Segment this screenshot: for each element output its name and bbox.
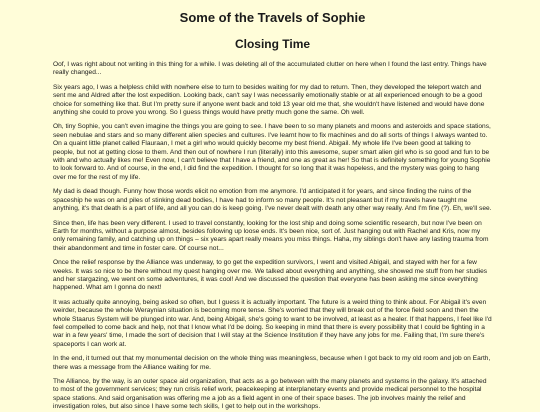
story-paragraph: Since then, life has been very different. I used to travel constantly, looking for the lost ship and doing some scientific research, but now I've been on Earth for months, without a purpose almost, besides following up loose ends. It's been nice, sort of. Just hanging out with Rachel and Kris, now my only remaining family, and catching up on things – six years apart really means you miss things. Haha, my siblings don't have any lasting trauma from their abandonment and time in foster care. Of course not... — [53, 219, 489, 252]
story-paragraph: In the end, it turned out that my monumental decision on the whole thing was meaningless, because when I got back to my old room and job on Earth, there was a message from the Alliance waiting for me. — [53, 355, 491, 371]
story-body — [53, 61, 492, 412]
site-title: Some of the Travels of Sophie — [179, 10, 366, 25]
story-paragraph: It was actually quite annoying, being asked so often, but I guess it is actually important. The future is a weird thing to think about. For Abigail it's even weirder, because the whole Weraynian situation is becoming more tense. She's worried that they will break out of the force field soon and then the whole Staarus System will be plunged into war. And, being Abigail, she's going to want to be involved, at least as a healer. If that happens, I feel like I'd feel compelled to come back and help, not that I know what I'd be doing. So keeping in mind that there is every possibility that I could be fighting in a war in a few years' time, I made the sort of decision that I will stay at the Science Institution if they have any jobs for me. Failing that, I'm sure there's spaceports I can work at. — [53, 298, 492, 348]
story-paragraph: My dad is dead though. Funny how those words elicit no emotion from me anymore. I'd anticipated it for years, and since finding the ruins of the spaceship he was on and piles of stinking dead bodies, I have had to inform so many people. It's not pleasant but if my travels have taught me anything, it's that death is a part of life, and all you can do is keep going. I've never dealt with death any other way really. And I'm fine (?). Eh, we'll see. — [53, 188, 492, 213]
story-paragraph: Oof, I was right about not writing in this thing for a while. I was deleting all of the accumulated clutter on here when I found the last entry. Things have really changed... — [53, 61, 487, 77]
chapter-title: Closing Time — [234, 37, 311, 51]
story-paragraph: Oh, tiny Sophie, you can't even imagine the things you are going to see. I have been to so many planets and moons and asteroids and space stations, seen nebulae and stars and so many different alien species and cultures. I've learnt how to fix machines and do all sorts of things I always wanted to. On a quaint little planet called Flauraan, I met a girl who would quickly become my best friend. Abigail. My whole life I've been good at talking to people, but not at getting close to them. And then out of nowhere I run (literally) into this awesome, super smart alien girl who is so good and fun to be with and who actually likes me! Even now, I can't believe that I have a friend, and one as great as her! So that is definitely something for young Sophie to look forward to. And of course, in the end, I did find the expedition. I thought for so long that it was hopeless, and the mystery was going to hang over me for the rest of my life. — [53, 123, 491, 181]
story-paragraph: The Alliance, by the way, is an outer space aid organization, that acts as a go between with the many planets and systems in the galaxy. It's attached to most of the government services; they run crisis relief work, peacekeeping at interplanetary events and provide medical personnel to the hospital space stations. And said organisation was offering me a job as a field agent in one of their space bases. The job involves mainly the relief and investigation roles, but also since I have some tech skills, I get to help out in the workshops. — [53, 378, 487, 411]
story-paragraph: Once the relief response by the Alliance was underway, to go get the expedition survivors, I went and visited Abigail, and stayed with her for a few weeks. It was so nice to be there without my quest hanging over me. We talked about everything and anything, she showed me stuff from her studies and her stargazing, we went on some adventures, it was cool! And we discussed the question that everyone has been asking me since everything happened. What am I gonna do next! — [53, 259, 488, 292]
story-paragraph: Six years ago, I was a helpless child with nowhere else to turn to besides waiting for my dad to return. Then, they developed the teleport watch and sent me and Aldred after the lost expedition. Looking back, can't say I was necessarily emotionally stable or at all experienced enough to be a good choice for something like that. But I'm pretty sure if anyone went back and told 13 year old me that, she wouldn't have listened and would have done anything she could to prove you wrong. So I guess things would have pretty much gone the same. Oh well. — [53, 83, 485, 117]
